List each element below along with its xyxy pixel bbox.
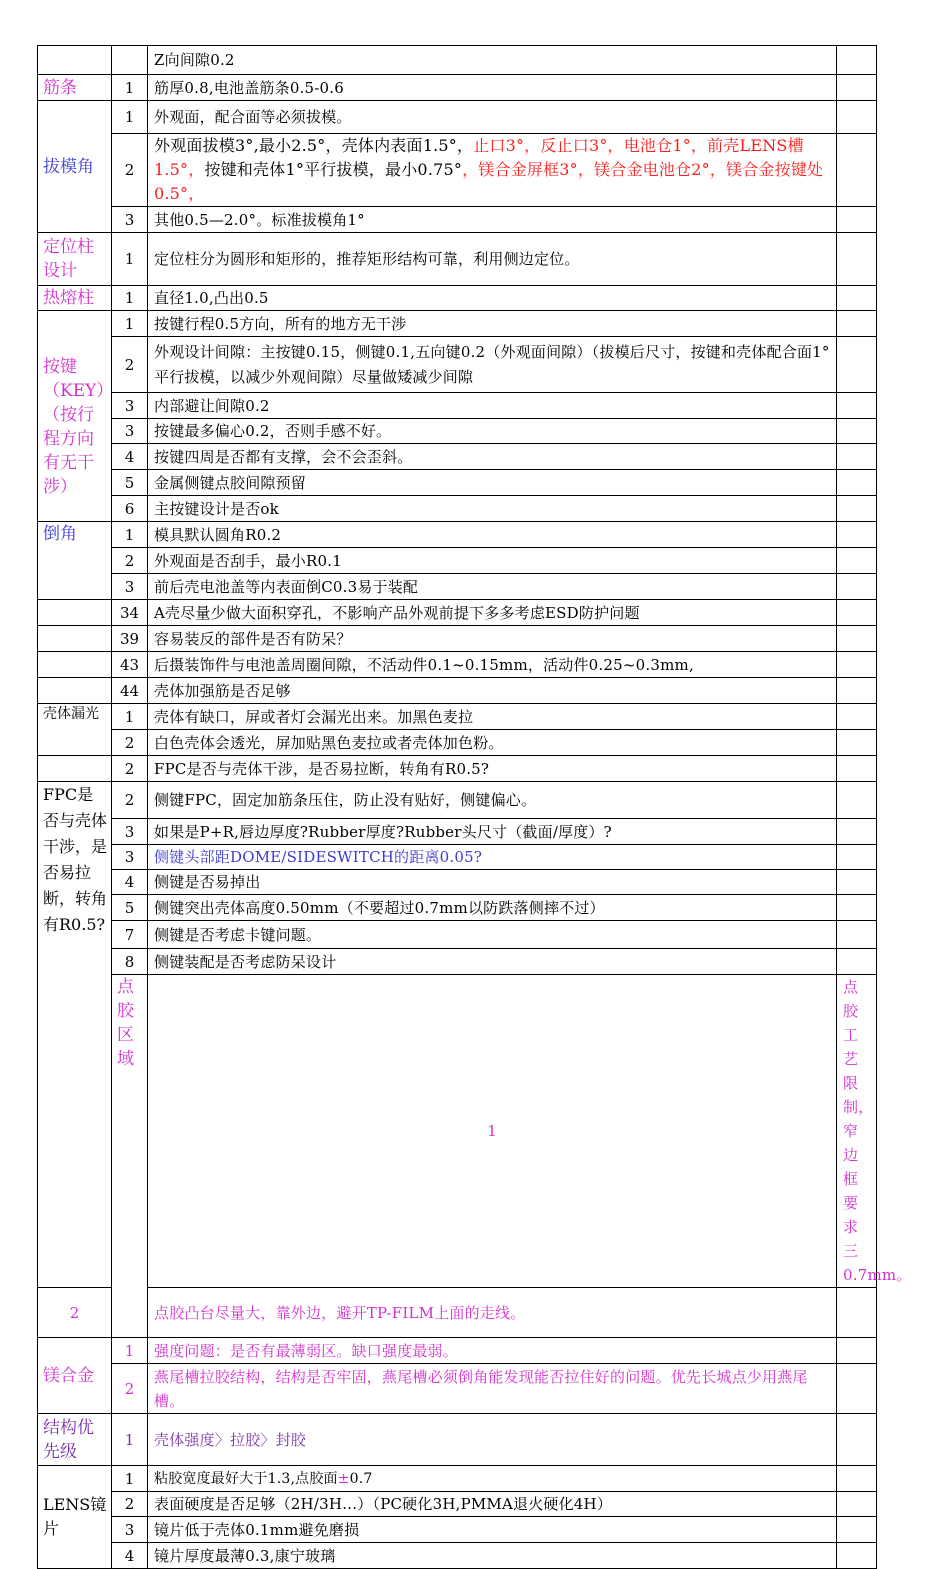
item-text-part: 按键和壳体1°平行拔模，最小0.75° xyxy=(204,160,463,179)
item-text: 壳体加强筋是否足够 xyxy=(148,678,837,704)
category-key xyxy=(38,311,112,522)
blank-cell xyxy=(837,233,877,286)
plus-minus-symbol: ± xyxy=(337,1470,350,1487)
blank-cell xyxy=(837,286,877,311)
table-row xyxy=(38,845,877,870)
item-number: 44 xyxy=(112,678,148,704)
category-dispense-area: 点胶区域 xyxy=(112,975,148,1338)
item-number: 1 xyxy=(112,522,148,548)
blank-cell xyxy=(837,1338,877,1364)
blank-cell xyxy=(837,782,877,819)
category-cell-empty xyxy=(38,678,112,704)
category-rib: 筋条 xyxy=(38,75,112,101)
table-row xyxy=(38,782,877,819)
category-light-leak: 壳体漏光 xyxy=(38,704,112,756)
table-row xyxy=(38,704,877,730)
table-row xyxy=(38,46,877,75)
blank-cell xyxy=(837,921,877,949)
item-text: 模具默认圆角R0.2 xyxy=(148,522,837,548)
blank-cell xyxy=(837,756,877,782)
item-text: 侧键头部距DOME/SIDESWITCH的距离0.05? xyxy=(148,845,837,870)
item-text: 按键行程0.5方向，所有的地方无干涉 xyxy=(148,311,837,337)
blank-cell xyxy=(837,207,877,233)
item-text: 后摄装饰件与电池盖周圈间隙，不活动件0.1~0.15mm，活动件0.25~0.3mm, xyxy=(148,652,837,678)
item-text: 外观设计间隙：主按键0.15，侧键0.1,五向键0.2（外观面间隙）（拔模后尺寸，按键和壳体配合面1°平行拔模，以减少外观间隙）尽量做矮减少间隙 xyxy=(148,337,837,393)
item-text: 侧键是否考虑卡键问题。 xyxy=(148,921,837,949)
table-row xyxy=(38,337,877,393)
item-number: 4 xyxy=(112,1543,148,1569)
category-cell-empty xyxy=(38,756,112,782)
table-row xyxy=(38,1288,877,1338)
table-row xyxy=(38,730,877,756)
item-number: 1 xyxy=(112,704,148,730)
blank-cell xyxy=(837,730,877,756)
table-row xyxy=(38,756,877,782)
item-number: 1 xyxy=(112,1466,148,1492)
item-text: 如果是P+R,唇边厚度?Rubber厚度?Rubber头尺寸（截面/厚度）? xyxy=(148,819,837,845)
item-number: 2 xyxy=(112,730,148,756)
item-number: 2 xyxy=(38,1288,112,1338)
item-number: 1 xyxy=(112,101,148,134)
category-cell-empty xyxy=(38,626,112,652)
item-number: 2 xyxy=(112,1492,148,1517)
table-row xyxy=(38,1338,877,1364)
blank-cell xyxy=(837,134,877,207)
item-text: 镜片低于壳体0.1mm避免磨损 xyxy=(148,1517,837,1543)
blank-cell xyxy=(837,419,877,444)
category-structure-priority: 结构优先级 xyxy=(38,1414,112,1466)
category-magnesium-alloy: 镁合金 xyxy=(38,1338,112,1414)
item-text: 点胶凸台尽量大，靠外边，避开TP-FILM上面的走线。 xyxy=(148,1288,837,1338)
item-text-part: 外观面拔模3°,最小2.5°，壳体内表面1.5°， xyxy=(154,136,474,155)
table-row xyxy=(38,921,877,949)
table-row xyxy=(38,1492,877,1517)
blank-cell xyxy=(837,311,877,337)
item-text: 燕尾槽拉胶结构，结构是否牢固，燕尾槽必须倒角能发现能否拉住好的问题。优先长城点少用燕尾槽。 xyxy=(148,1364,837,1414)
item-text: 内部避让间隙0.2 xyxy=(148,393,837,419)
item-text: 按键最多偏心0.2，否则手感不好。 xyxy=(148,419,837,444)
item-number: 43 xyxy=(112,652,148,678)
item-text-highlight: 止口3°，反止口3°，电池仓1°，前壳LENS槽1.5°， xyxy=(154,136,804,179)
table-row xyxy=(38,652,877,678)
blank-cell xyxy=(837,548,877,574)
item-text-highlight: ，镁合金屏框3°，镁合金电池仓2°，镁合金按键处0.5°， xyxy=(154,160,824,203)
blank-cell xyxy=(837,101,877,134)
category-draft-angle: 拔模角 xyxy=(38,101,112,233)
item-number: 5 xyxy=(112,895,148,921)
table-row xyxy=(38,470,877,496)
blank-cell xyxy=(837,626,877,652)
table-row xyxy=(38,870,877,895)
category-cell-empty xyxy=(38,652,112,678)
blank-cell xyxy=(837,652,877,678)
blank-cell xyxy=(837,845,877,870)
blank-cell xyxy=(837,522,877,548)
table-row xyxy=(38,101,877,134)
item-text: 前后壳电池盖等内表面倒C0.3易于装配 xyxy=(148,574,837,600)
item-text: 外观面，配合面等必须拔模。 xyxy=(148,101,837,134)
table-row xyxy=(38,207,877,233)
table-row xyxy=(38,949,877,975)
item-number: 7 xyxy=(112,921,148,949)
item-text: A壳尽量少做大面积穿孔，不影响产品外观前提下多多考虑ESD防护问题 xyxy=(148,600,837,626)
checklist-sheet xyxy=(37,45,912,1569)
item-number: 2 xyxy=(112,756,148,782)
item-text: 按键四周是否都有支撑，会不会歪斜。 xyxy=(148,444,837,470)
category-fillet: 倒角 xyxy=(38,522,112,600)
item-number: 4 xyxy=(112,870,148,895)
item-text: 容易装反的部件是否有防呆？ xyxy=(148,626,837,652)
blank-cell xyxy=(837,46,877,75)
item-text: 镜片厚度最薄0.3,康宁玻璃 xyxy=(148,1543,837,1569)
item-text: Z向间隙0.2 xyxy=(148,46,837,75)
item-text: 直径1.0,凸出0.5 xyxy=(148,286,837,311)
table-row xyxy=(38,496,877,522)
category-key-label: 按键（KEY）（按行程方向有无干涉） xyxy=(43,357,105,497)
item-number: 4 xyxy=(112,444,148,470)
category-locator-post: 定位柱设计 xyxy=(38,233,112,286)
table-row xyxy=(38,311,877,337)
item-text: 强度问题：是否有最薄弱区。缺口强度最弱。 xyxy=(148,1338,837,1364)
table-row xyxy=(38,1466,877,1492)
blank-cell xyxy=(837,1466,877,1492)
blank-cell xyxy=(837,444,877,470)
table-row xyxy=(38,286,877,311)
table-row xyxy=(38,678,877,704)
table-row xyxy=(38,600,877,626)
item-text: 壳体有缺口，屏或者灯会漏光出来。加黑色麦拉 xyxy=(148,704,837,730)
item-text: 表面硬度是否足够（2H/3H…）（PC硬化3H,PMMA退火硬化4H） xyxy=(148,1492,837,1517)
item-text: 金属侧键点胶间隙预留 xyxy=(148,470,837,496)
blank-cell xyxy=(837,1288,877,1338)
table-row xyxy=(38,134,877,207)
blank-cell xyxy=(837,393,877,419)
item-text: 外观面是否刮手，最小R0.1 xyxy=(148,548,837,574)
item-number: 1 xyxy=(112,1414,148,1466)
item-number: 1 xyxy=(112,233,148,286)
table-row xyxy=(38,574,877,600)
item-text: 定位柱分为圆形和矩形的，推荐矩形结构可靠，利用侧边定位。 xyxy=(148,233,837,286)
item-number: 3 xyxy=(112,845,148,870)
blank-cell xyxy=(837,496,877,522)
item-number: 3 xyxy=(112,574,148,600)
item-text: 侧键装配是否考虑防呆设计 xyxy=(148,949,837,975)
item-number: 3 xyxy=(112,207,148,233)
item-number: 8 xyxy=(112,949,148,975)
item-text: FPC是否与壳体干涉，是否易拉断，转角有R0.5? xyxy=(148,756,837,782)
blank-cell xyxy=(837,600,877,626)
item-text-part: 粘胶宽度最好大于1.3,点胶面 xyxy=(154,1470,338,1487)
item-number: 3 xyxy=(112,1517,148,1543)
item-number: 2 xyxy=(112,1364,148,1414)
item-number: 2 xyxy=(112,134,148,207)
blank-cell xyxy=(837,949,877,975)
item-text: 白色壳体会透光，屏加贴黑色麦拉或者壳体加色粉。 xyxy=(148,730,837,756)
item-number: 1 xyxy=(112,75,148,101)
item-number: 6 xyxy=(112,496,148,522)
item-text: 侧键是否易掉出 xyxy=(148,870,837,895)
item-number: 1 xyxy=(148,975,837,1288)
item-number: 1 xyxy=(112,286,148,311)
blank-cell xyxy=(837,870,877,895)
item-text xyxy=(148,134,837,207)
item-number: 39 xyxy=(112,626,148,652)
item-text-part: 0.7 xyxy=(349,1470,373,1487)
item-text: 筋厚0.8,电池盖筋条0.5-0.6 xyxy=(148,75,837,101)
blank-cell xyxy=(837,819,877,845)
table-row xyxy=(38,548,877,574)
category-cell-empty xyxy=(38,46,112,75)
item-number: 3 xyxy=(112,393,148,419)
category-heat-stake: 热熔柱 xyxy=(38,286,112,311)
item-number: 1 xyxy=(112,311,148,337)
table-row xyxy=(38,819,877,845)
item-number: 2 xyxy=(112,782,148,819)
item-text: 点胶工艺限制，窄边框要求三0.7mm。 xyxy=(837,975,877,1288)
item-number: 1 xyxy=(112,1338,148,1364)
blank-cell xyxy=(837,1414,877,1466)
blank-cell xyxy=(837,1364,877,1414)
item-number: 2 xyxy=(112,337,148,393)
table-row xyxy=(38,626,877,652)
blank-cell xyxy=(837,470,877,496)
blank-cell xyxy=(837,574,877,600)
table-row xyxy=(38,1414,877,1466)
table-row xyxy=(38,444,877,470)
item-text xyxy=(148,1466,837,1492)
category-fpc xyxy=(38,782,112,1288)
blank-cell xyxy=(837,337,877,393)
item-text: 其他0.5—2.0°。标准拔模角1° xyxy=(148,207,837,233)
table-row xyxy=(38,419,877,444)
table-row xyxy=(38,522,877,548)
item-number: 5 xyxy=(112,470,148,496)
table-row xyxy=(38,393,877,419)
item-text: 侧键FPC，固定加筋条压住，防止没有贴好，侧键偏心。 xyxy=(148,782,837,819)
table-row xyxy=(38,1543,877,1569)
category-lens: LENS镜片 xyxy=(38,1466,112,1569)
item-number xyxy=(112,46,148,75)
item-number: 34 xyxy=(112,600,148,626)
item-text: 主按键设计是否ok xyxy=(148,496,837,522)
design-checklist-table xyxy=(37,45,912,1569)
blank-cell xyxy=(837,704,877,730)
table-row xyxy=(38,895,877,921)
item-text: 壳体强度〉拉胶〉封胶 xyxy=(148,1414,837,1466)
item-number: 3 xyxy=(112,419,148,444)
table-row xyxy=(38,1364,877,1414)
blank-cell xyxy=(837,678,877,704)
blank-cell xyxy=(837,895,877,921)
blank-cell xyxy=(837,1543,877,1569)
item-number: 3 xyxy=(112,819,148,845)
blank-cell xyxy=(837,1492,877,1517)
blank-cell xyxy=(837,75,877,101)
table-row xyxy=(38,1517,877,1543)
table-row xyxy=(38,75,877,101)
item-number: 2 xyxy=(112,548,148,574)
blank-cell xyxy=(837,1517,877,1543)
category-cell-empty xyxy=(38,600,112,626)
table-row xyxy=(38,975,877,1288)
item-text: 侧键突出壳体高度0.50mm（不要超过0.7mm以防跌落侧摔不过） xyxy=(148,895,837,921)
category-fpc-label: FPC是否与壳体干涉，是否易拉断，转角有R0.5? xyxy=(43,785,108,934)
table-row xyxy=(38,233,877,286)
